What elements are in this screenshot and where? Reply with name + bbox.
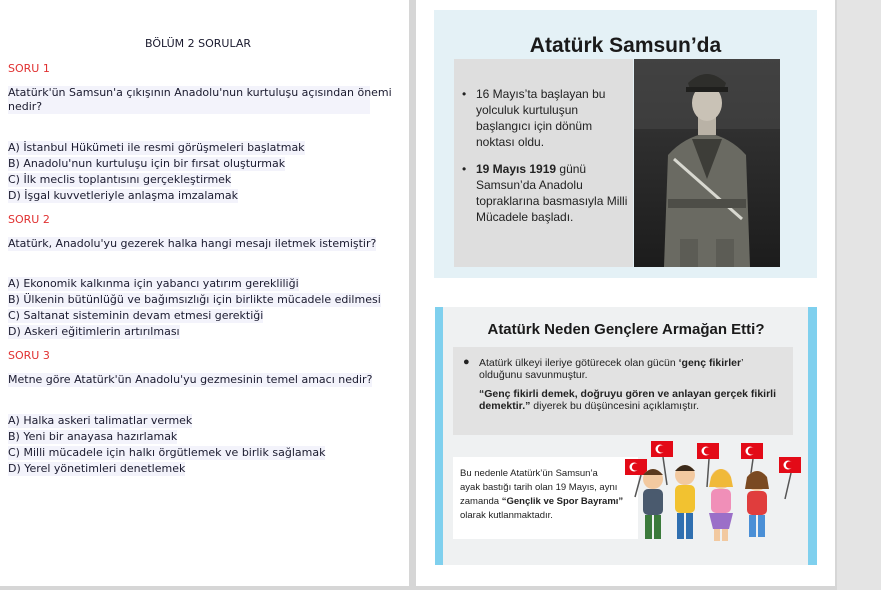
bullet-icon: ● bbox=[463, 356, 470, 368]
youth-line-1 bbox=[479, 357, 743, 369]
question-2-option-b: B) Ülkenin bütünlüğü ve bağımsızlığı için birlikte mücadele edilmesi bbox=[8, 293, 381, 306]
note-line-3-bold: “Gençlik ve Spor Bayramı” bbox=[501, 496, 624, 507]
left-page bbox=[0, 0, 409, 586]
bullet1-line-3: başlangıcı için dönüm bbox=[476, 119, 593, 133]
question-3-option-d: D) Yerel yönetimleri denetlemek bbox=[8, 462, 186, 475]
youth-note-box bbox=[453, 457, 638, 539]
question-1-label: SORU 1 bbox=[8, 62, 50, 75]
question-1-option-a: A) İstanbul Hükümeti ile resmi görüşmeleri başlatmak bbox=[8, 141, 305, 154]
youth-quote-bold: demektir.” bbox=[479, 400, 531, 412]
question-3-label: SORU 3 bbox=[8, 349, 50, 362]
note-line-3 bbox=[460, 495, 623, 509]
bullet1-line-4: noktası oldu. bbox=[476, 135, 545, 149]
question-2-option-a: A) Ekonomik kalkınma için yabancı yatırım gerekliliği bbox=[8, 277, 299, 290]
youth-line-1-bold: ‘genç fikirler bbox=[678, 357, 742, 369]
bullet2-date: 19 Mayıs 1919 bbox=[476, 162, 557, 176]
youth-card-title: Atatürk Neden Gençlere Armağan Etti? bbox=[487, 321, 765, 338]
bullet2-line-4: Mücadele başladı. bbox=[476, 210, 574, 224]
bullet-icon: • bbox=[462, 162, 467, 176]
question-1-option-d: D) İşgal kuvvetleriyle anlaşma imzalamak bbox=[8, 189, 238, 202]
card-border-left bbox=[435, 307, 443, 565]
question-3-option-b: B) Yeni bir anayasa hazırlamak bbox=[8, 430, 178, 443]
samsun-info-box bbox=[454, 59, 633, 267]
card-border-right bbox=[808, 307, 817, 565]
question-3-option-a: A) Halka askeri talimatlar vermek bbox=[8, 414, 193, 427]
question-3-text-line-1: Metne göre Atatürk'ün Anadolu'yu gezmesinin temel amacı nedir? bbox=[8, 373, 373, 386]
note-line-2: ayak bastığı tarih olan 19 Mayıs, aynı bbox=[460, 482, 618, 493]
bullet2-line-1 bbox=[476, 161, 586, 177]
youth-info-box bbox=[453, 347, 793, 435]
samsun-card-title: Atatürk Samsun’da bbox=[529, 34, 722, 57]
question-3-option-c: C) Milli mücadele için halkı örgütlemek ve birlik sağlamak bbox=[8, 446, 326, 459]
question-2-option-d: D) Askeri eğitimlerin artırılması bbox=[8, 325, 180, 338]
samsun-card bbox=[434, 10, 817, 278]
question-1-option-b: B) Anadolu'nun kurtuluşu için bir fırsat oluşturmak bbox=[8, 157, 286, 170]
question-1-text-line-2: nedir? bbox=[8, 100, 370, 114]
question-2-option-c: C) Saltanat sisteminin devam etmesi gerektiği bbox=[8, 309, 264, 322]
turkish-flag-icon bbox=[779, 457, 801, 499]
youth-line-1-pre: Atatürk ülkeyi ileriye götürecek olan gücün bbox=[479, 357, 679, 369]
ataturk-photo bbox=[634, 59, 780, 267]
youth-card bbox=[435, 307, 817, 565]
question-2-text-line-1: Atatürk, Anadolu'yu gezerek halka hangi mesajı iletmek istemiştir? bbox=[8, 237, 377, 250]
note-line-3-pre: zamanda bbox=[460, 496, 502, 507]
bullet-icon: • bbox=[462, 87, 467, 101]
youth-line-2: olduğunu savunmuştur. bbox=[479, 369, 588, 381]
note-line-4: olarak kutlanmaktadır. bbox=[460, 510, 553, 521]
question-1-option-c: C) İlk meclis toplantısını gerçekleştirmek bbox=[8, 173, 232, 186]
section-title: BÖLÜM 2 SORULAR bbox=[145, 37, 252, 50]
children-with-flags-illustration bbox=[621, 437, 803, 549]
bullet1-line-1: 16 Mayıs’ta başlayan bu bbox=[476, 87, 606, 101]
question-2-label: SORU 2 bbox=[8, 213, 50, 226]
bullet2-line-3: topraklarına basmasıyla Milli bbox=[476, 194, 628, 208]
youth-quote-line-1: “Genç fikirli demek, doğruyu gören ve anlayan gerçek fikirli bbox=[479, 388, 777, 400]
youth-quote-line-2 bbox=[479, 400, 699, 412]
question-1-text-line-1: Atatürk'ün Samsun'a çıkışının Anadolu'nun kurtuluşu açısından önemi bbox=[8, 86, 392, 99]
bullet2-first-rest: günü bbox=[556, 162, 587, 176]
viewer-gutter bbox=[837, 0, 881, 590]
note-line-1: Bu nedenle Atatürk’ün Samsun’a bbox=[460, 468, 598, 479]
bullet1-line-2: yolculuk kurtuluşun bbox=[476, 103, 579, 117]
youth-line-1-post: ’ bbox=[741, 357, 744, 369]
youth-quote-rest: diyerek bu düşüncesini açıklamıştır. bbox=[530, 400, 700, 412]
bullet2-line-2: Samsun’da Anadolu bbox=[476, 178, 583, 192]
